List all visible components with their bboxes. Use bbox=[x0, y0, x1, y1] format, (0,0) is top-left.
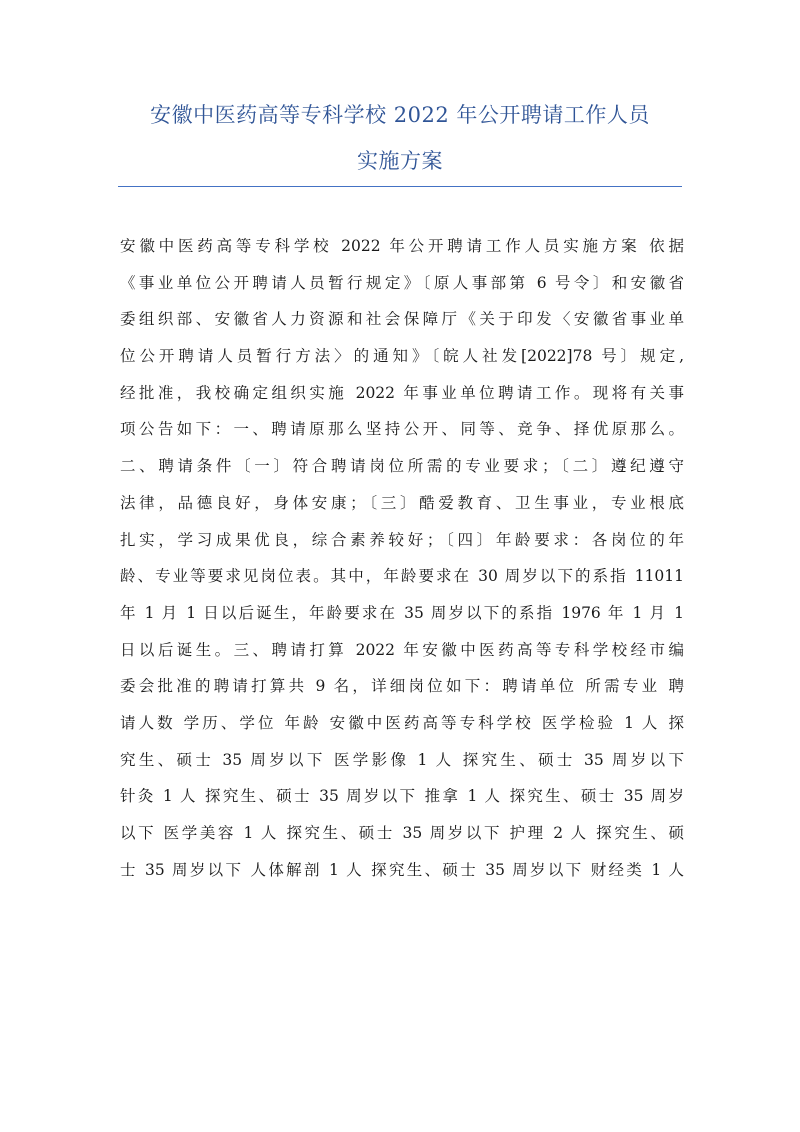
body-line: 经批准，我校确定组织实施 2022 年事业单位聘请工作。现将有关事 bbox=[120, 383, 684, 402]
title-divider bbox=[118, 186, 682, 187]
body-line: 龄、专业等要求见岗位表。其中，年龄要求在 30 周岁以下的系指 11011 bbox=[120, 567, 684, 586]
title-line-2: 实施方案 bbox=[357, 149, 443, 173]
body-line: 二、聘请条件〔一〕符合聘请岗位所需的专业要求；〔二〕遵纪遵守 bbox=[120, 457, 684, 476]
body-line: 安徽中医药高等专科学校 2022 年公开聘请工作人员实施方案 依据 bbox=[120, 237, 684, 255]
body-line: 位公开聘请人员暂行方法〉的通知》〔皖人社发[2022]78 号〕规定, bbox=[120, 347, 684, 366]
body-line: 委组织部、安徽省人力资源和社会保障厅《关于印发〈安徽省事业单 bbox=[120, 310, 684, 329]
body-line: 年 1 月 1 日以后诞生，年龄要求在 35 周岁以下的系指 1976 年 1 月 1 bbox=[120, 603, 684, 622]
body-line: 士 35 周岁以下 人体解剖 1 人 探究生、硕士 35 周岁以下 财经类 1 人 bbox=[120, 860, 684, 879]
body-line: 针灸 1 人 探究生、硕士 35 周岁以下 推拿 1 人 探究生、硕士 35 周岁 bbox=[120, 787, 684, 806]
body-line: 请人数 学历、学位 年龄 安徽中医药高等专科学校 医学检验 1 人 探 bbox=[120, 713, 684, 732]
body-line: 究生、硕士 35 周岁以下 医学影像 1 人 探究生、硕士 35 周岁以下 bbox=[120, 750, 684, 769]
title-line-1: 安徽中医药高等专科学校 2022 年公开聘请工作人员 bbox=[150, 103, 650, 127]
body-line: 委会批准的聘请打算共 9 名，详细岗位如下：聘请单位 所需专业 聘 bbox=[120, 677, 684, 696]
document-body bbox=[120, 228, 684, 888]
body-line: 日以后诞生。三、聘请打算 2022 年安徽中医药高等专科学校经市编 bbox=[120, 640, 684, 659]
body-line: 《事业单位公开聘请人员暂行规定》〔原人事部第 6 号令〕和安徽省 bbox=[120, 273, 684, 292]
body-line: 法律，品德良好，身体安康；〔三〕酷爱教育、卫生事业，专业根底 bbox=[120, 493, 684, 512]
body-line: 以下 医学美容 1 人 探究生、硕士 35 周岁以下 护理 2 人 探究生、硕 bbox=[120, 824, 684, 842]
body-line: 扎实，学习成果优良，综合素养较好；〔四〕年龄要求：各岗位的年 bbox=[120, 530, 684, 549]
body-line: 项公告如下：一、聘请原那么坚持公开、同等、竞争、择优原那么。 bbox=[120, 420, 684, 439]
document-title bbox=[118, 92, 682, 184]
